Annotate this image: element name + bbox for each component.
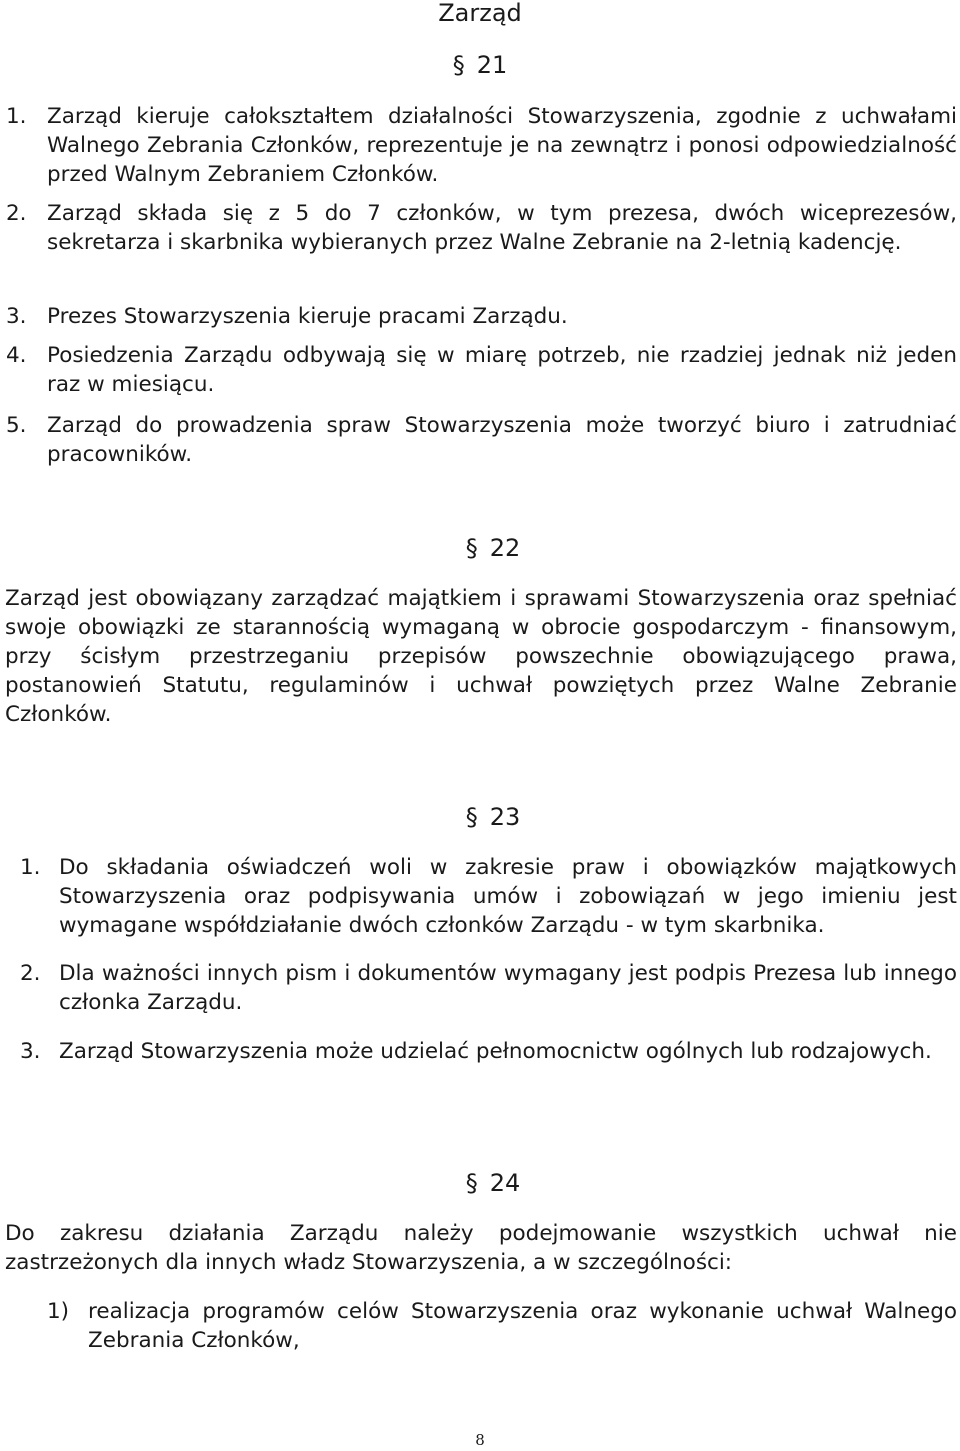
list-item-text: Prezes Stowarzyszenia kieruje pracami Zarządu. [47, 304, 568, 329]
list-item-number: 4. [6, 343, 27, 368]
list-item-text: Zarząd do prowadzenia spraw Stowarzyszenia może tworzyć biuro i zatrudniać pracowników. [47, 413, 957, 467]
list-item-number: 3. [6, 304, 27, 329]
page-number: 8 [475, 1431, 485, 1449]
section-heading-23 [13, 802, 960, 832]
page-title: Zarząd [438, 0, 522, 27]
section-number: 24 [489, 1169, 521, 1197]
list-item-number: 5. [6, 413, 27, 438]
section-heading-22 [13, 533, 960, 563]
section-number: 23 [489, 803, 521, 831]
section-paragraph: Do zakresu działania Zarządu należy podejmowanie wszystkich uchwał nie zastrzeżonych dla innych władz Stowarzyszenia, a w szczególności: [5, 1221, 957, 1275]
section-heading-24 [13, 1168, 960, 1198]
list-item-number: 3. [20, 1039, 41, 1064]
list-item-number: 1. [6, 104, 27, 129]
section-paragraph: Zarząd jest obowiązany zarządzać majątkiem i sprawami Stowarzyszenia oraz spełniać swoje obowiązki ze starannością wymaganą w obrocie gospodarczym - finansowym, przy ścisłym przestrzeganiu przepisów powszechnie obowiązującego prawa, postanowień Statutu, regulaminów i uchwał powziętych przez Walne Zebranie Członków. [5, 586, 957, 727]
section-number: 22 [489, 534, 521, 562]
list-item-number: 1) [47, 1299, 70, 1324]
section-symbol: § [465, 1169, 478, 1197]
list-item-text: Dla ważności innych pism i dokumentów wymagany jest podpis Prezesa lub innego członka Zarządu. [59, 961, 957, 1015]
list-item-text: Posiedzenia Zarządu odbywają się w miarę potrzeb, nie rzadziej jednak niż jeden raz w miesiącu. [47, 343, 957, 397]
list-item-text: Zarząd składa się z 5 do 7 członków, w tym prezesa, dwóch wiceprezesów, sekretarza i skarbnika wybieranych przez Walne Zebranie na 2-letnią kadencję. [47, 201, 957, 255]
section-symbol: § [465, 534, 478, 562]
list-item-text: Zarząd Stowarzyszenia może udzielać pełnomocnictw ogólnych lub rodzajowych. [59, 1039, 932, 1064]
list-item-text: Do składania oświadczeń woli w zakresie praw i obowiązków majątkowych Stowarzyszenia oraz podpisywania umów i zobowiązań w jego imieniu jest wymagane współdziałanie dwóch członków Zarządu - w tym skarbnika. [59, 855, 957, 938]
section-symbol: § [452, 51, 465, 79]
list-item-number: 2. [20, 961, 41, 986]
list-item-number: 2. [6, 201, 27, 226]
list-item-number: 1. [20, 855, 41, 880]
section-number: 21 [476, 51, 508, 79]
list-item-text: Zarząd kieruje całokształtem działalności Stowarzyszenia, zgodnie z uchwałami Walnego Zebrania Członków, reprezentuje je na zewnątrz i ponosi odpowiedzialność przed Walnym Zebraniem Członków. [47, 104, 957, 187]
list-item-text: realizacja programów celów Stowarzyszenia oraz wykonanie uchwał Walnego Zebrania Członków, [88, 1299, 957, 1353]
section-heading-21 [0, 50, 960, 80]
section-symbol: § [465, 803, 478, 831]
